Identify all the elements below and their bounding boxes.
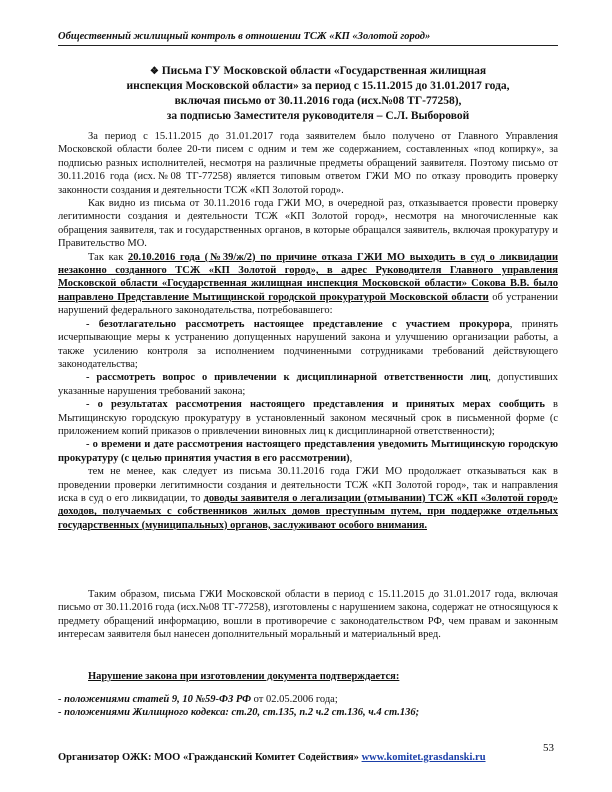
law-item-2: - положениями Жилищного кодекса: ст.20, ст.135, п.2 ч.2 ст.136, ч.4 ст.136; [58, 707, 420, 719]
violation-heading: Нарушение закона при изготовлении документа подтверждается: [88, 671, 400, 682]
footer-organizer: Организатор ОЖК: МОО «Гражданский Комитет Содействия» [58, 752, 362, 763]
page-footer [58, 752, 558, 763]
running-header: Общественный жилищный контроль в отношении ТСЖ «КП «Золотой город» [58, 31, 558, 46]
title-line-4: за подписью Заместителя руководителя – С.Л. Выборовой [166, 110, 470, 122]
law-item-1: - положениями статей 9, 10 №59-ФЗ РФ от 02.05.2006 года; [58, 694, 338, 705]
paragraph-2: Как видно из письма от 30.11.2016 года ГЖИ МО, в очередной раз, отказывается провести проверку легитимности создания и деятельности ТСЖ «КП Золотой город», несмотря на многочисленные как обращения заявителя, так и государственных органов, в которые обращался заявитель, включая прокуратуру и Правительство МО. [58, 198, 558, 250]
paragraph-4: тем не менее, как следует из письма 30.11.2016 года ГЖИ МО продолжает отказываться как в проведении проверки легитимности создания и деятельности ТСЖ «КП Золотой город», так и направления иска в суд о его ликвидации, то доводы заявителя о легализации (отмывании) ТСЖ «КП «Золотой город» доходов, получаемых с собственников жилых домов преступным путем, при поддержке отдельных государственных (муниципальных) органов, заслуживают особого внимания. [58, 466, 558, 531]
paragraph-5: Таким образом, письма ГЖИ Московской области в период с 15.11.2015 до 31.01.2017 года, включая письмо от 30.11.2016 года (исх.№08 ТГ-77258), изготовлены с нарушением закона, содержат не относящуюся к предмету обращений информацию, вошли в противоречие с законодательством РФ, чем правам и законным интересам заявителя был нанесен дополнительный моральный и материальный вред. [58, 589, 558, 641]
demand-item-3: - о результатах рассмотрения настоящего представления и принятых мерах сообщить в Мытищинскую городскую прокуратуру в установленный законом месячный срок в письменной форме (с приложением копий приказов о привлечении виновных лиц к дисциплинарной ответственности); [58, 399, 558, 437]
section-title [84, 64, 552, 124]
title-line-1: ❖ Письма ГУ Московской области «Государственная жилищная [149, 65, 487, 77]
footer-website-link[interactable]: www.komitet.grasdanski.ru [361, 752, 486, 763]
demand-item-1: - безотлагательно рассмотреть настоящее представление с участием прокурора, принять исчерпывающие меры к устранению допущенных нарушений закона и улучшению организации работы, а также усилению контроля за исполнением подчиненными сотрудниками требований действующего законодательства; [58, 318, 558, 370]
prosecutor-representation: 20.10.2016 года (№39/ж/2) по причине отказа ГЖИ МО выходить в суд о ликвидации незаконно созданного ТСЖ «КП Золотой город», в адрес Руководителя Главного управления Московской области «Государственная жилищная инспекция Московской области» Сокова В.В. было направлено Представление Мытищинской городской прокуратурой Московской области [58, 251, 558, 303]
paragraph-3: Так как 20.10.2016 года (№39/ж/2) по причине отказа ГЖИ МО выходить в суд о ликвидации незаконно созданного ТСЖ «КП Золотой город», в адрес Руководителя Главного управления Московской области «Государственная жилищная инспекция Московской области» Сокова В.В. было направлено Представление Мытищинской городской прокуратурой Московской области об устранении нарушений федерального законодательства, потребовавшего: [58, 251, 558, 317]
legalization-claim: доводы заявителя о легализации (отмывании) ТСЖ «КП «Золотой город» доходов, получаемых с собственников жилых домов преступным путем, при поддержке отдельных государственных (муниципальных) органов, заслуживают особого внимания. [58, 492, 558, 531]
page-number: 53 [543, 742, 554, 754]
conclusion-block [58, 588, 558, 642]
paragraph-1: За период с 15.11.2015 до 31.01.2017 года заявителем было получено от Главного Управления Московской области более 20-ти писем с одним и тем же содержанием, составленных «под копирку», за подписью разных исполнителей, несмотря на различные предметы обращений заявителя. Поэтому письмо от 30.11.2016 года (исх.№08 ТГ-77258) является типовым ответом ГЖИ МО по отказу проводить проверку законности создания и деятельности ТСЖ «КП Золотой город». [58, 131, 558, 196]
title-line-3: включая письмо от 30.11.2016 года (исх.№08 ТГ-77258), [174, 95, 462, 107]
body-text [58, 130, 558, 532]
law-list [58, 693, 558, 720]
diamond-bullet-icon: ❖ [149, 66, 159, 77]
violation-heading-block [58, 670, 558, 683]
demand-item-2: - рассмотреть вопрос о привлечении к дисциплинарной ответственности лиц, допустивших указанные нарушения требований закона; [58, 372, 558, 397]
demand-item-4: - о времени и дате рассмотрения настоящего представления уведомить Мытищинскую городскую прокуратуру (с целью принятия участия в его рассмотрении), [58, 439, 558, 464]
title-line-2: инспекция Московской области» за период с 15.11.2015 до 31.01.2017 года, [126, 80, 510, 92]
